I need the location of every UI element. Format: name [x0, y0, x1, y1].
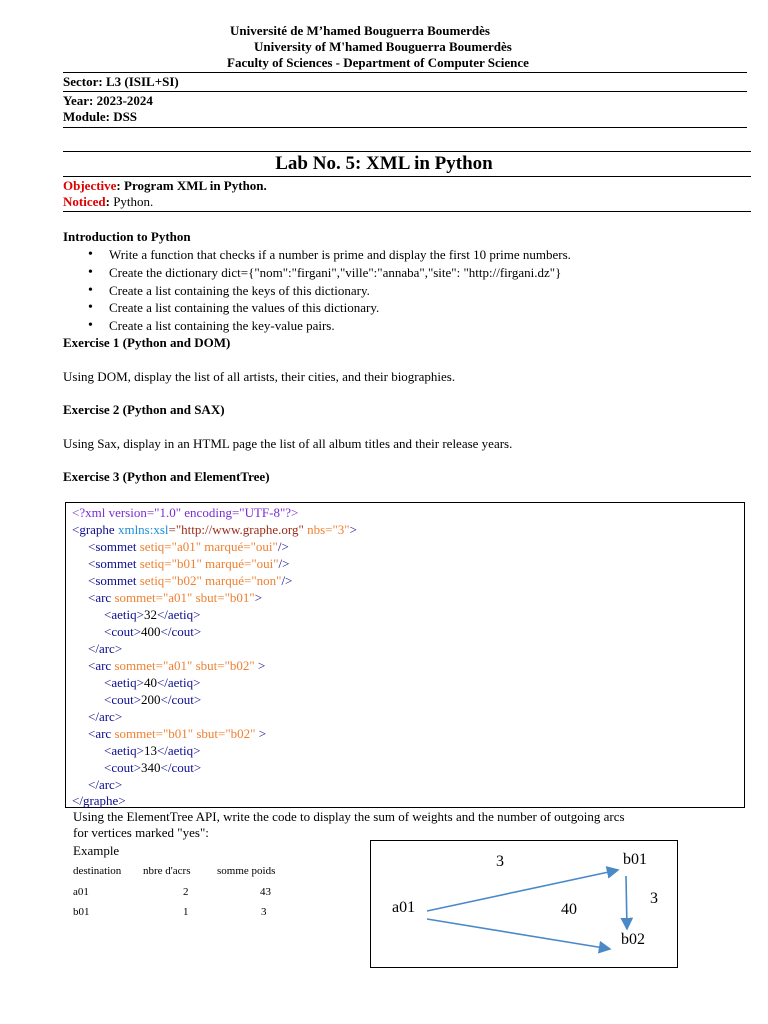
xml-sommet-b01: <sommet setiq="b01" marqué="oui"/>	[88, 556, 290, 571]
xml-arc-1-open: <arc sommet="a01" sbut="b01">	[88, 590, 263, 605]
graph-node-a01: a01	[392, 899, 416, 916]
module-underline	[63, 127, 747, 128]
table-header-nbre-arcs: nbre d'acrs	[143, 865, 191, 877]
intro-heading: Introduction to Python	[63, 229, 191, 244]
xml-graphe-close: </graphe>	[72, 793, 126, 808]
intro-task-list	[88, 246, 571, 335]
exercise-2-heading: Exercise 2 (Python and SAX)	[63, 402, 225, 417]
university-name-en: University of M'hamed Bouguerra Boumerdès	[254, 39, 512, 54]
graph-edge-label: 40	[561, 901, 577, 918]
edge-b01-b02	[626, 876, 627, 929]
graph-node-b01: b01	[623, 851, 647, 868]
xml-arc-3-aetiq: <aetiq>13</aetiq>	[104, 743, 201, 758]
list-item: • Write a function that checks if a number is prime and display the first 10 prime numbers.	[88, 246, 571, 264]
task-text-line-2: for vertices marked "yes":	[73, 825, 209, 840]
university-name-fr: Université de M’hamed Bouguerra Boumerdès	[230, 23, 490, 38]
table-cell-arcs: 2	[183, 886, 189, 898]
edge-a01-b02	[427, 919, 610, 949]
list-item: • Create a list containing the keys of this dictionary.	[88, 282, 571, 300]
xml-arc-1-cout: <cout>400</cout>	[104, 624, 202, 639]
list-item: • Create a list containing the key-value pairs.	[88, 317, 571, 335]
graph-edge-label: 3	[496, 853, 504, 870]
sector-label: Sector: L3 (ISIL+SI)	[63, 74, 179, 89]
xml-arc-2-cout: <cout>200</cout>	[104, 692, 202, 707]
xml-arc-3-open: <arc sommet="b01" sbut="b02" >	[88, 726, 267, 741]
table-cell-arcs: 1	[183, 906, 189, 918]
objective-text: Program XML in Python.	[124, 178, 267, 193]
xml-sommet-a01: <sommet setiq="a01" marqué="oui"/>	[88, 539, 289, 554]
graph-node-b02: b02	[621, 931, 645, 948]
table-cell-dest: b01	[73, 906, 90, 918]
list-item: • Create the dictionary dict={"nom":"firgani","ville":"annaba","site": "http://firgani.dz"}	[88, 264, 571, 282]
noticed-sep: :	[105, 194, 114, 209]
module-label: Module: DSS	[63, 109, 138, 124]
table-cell-weights: 43	[260, 886, 271, 898]
title-topline	[63, 151, 751, 152]
table-cell-dest: a01	[73, 886, 89, 898]
xml-sommet-b02: <sommet setiq="b02" marqué="non"/>	[88, 573, 293, 588]
table-header-somme-poids: somme poids	[217, 865, 276, 877]
objective-label: Objective	[63, 178, 117, 193]
task-text-line-1: Using the ElementTree API, write the code to display the sum of weights and the number of outgoing arcs	[73, 809, 625, 824]
objective-bottomline	[63, 211, 751, 212]
xml-arc-3-close: </arc>	[88, 777, 123, 792]
sector-underline	[63, 91, 747, 92]
list-item: • Create a list containing the values of this dictionary.	[88, 299, 571, 317]
edge-a01-b01	[427, 870, 618, 911]
xml-declaration: <?xml version="1.0" encoding="UTF-8"?>	[72, 505, 299, 520]
xml-arc-1-close: </arc>	[88, 641, 123, 656]
graph-edge-label: 3	[650, 890, 658, 907]
header-divider	[63, 72, 747, 73]
faculty-name: Faculty of Sciences - Department of Computer Science	[227, 55, 529, 70]
graph-diagram	[370, 840, 678, 968]
exercise-3-heading: Exercise 3 (Python and ElementTree)	[63, 469, 270, 484]
exercise-1-text: Using DOM, display the list of all artists, their cities, and their biographies.	[63, 369, 456, 384]
xml-arc-2-aetiq: <aetiq>40</aetiq>	[104, 675, 201, 690]
table-header-destination: destination	[73, 865, 122, 877]
objective-sep: :	[116, 178, 125, 193]
xml-code-box	[65, 502, 745, 808]
noticed-line	[63, 194, 153, 210]
xml-arc-1-aetiq: <aetiq>32</aetiq>	[104, 607, 201, 622]
title-bottomline	[63, 176, 751, 177]
example-label: Example	[73, 843, 120, 858]
exercise-1-heading: Exercise 1 (Python and DOM)	[63, 335, 231, 350]
xml-arc-2-open: <arc sommet="a01" sbut="b02" >	[88, 658, 266, 673]
year-label: Year: 2023-2024	[63, 93, 153, 108]
page-title: Lab No. 5: XML in Python	[275, 153, 493, 174]
xml-arc-3-cout: <cout>340</cout>	[104, 760, 202, 775]
exercise-2-text: Using Sax, display in an HTML page the list of all album titles and their release years.	[63, 436, 513, 451]
xml-graphe-open: <graphe xmlns:xsl="http://www.graphe.org" nbs="3">	[72, 522, 357, 537]
objective-line	[63, 178, 267, 194]
noticed-label: Noticed	[63, 194, 106, 209]
table-cell-weights: 3	[261, 906, 267, 918]
xml-arc-2-close: </arc>	[88, 709, 123, 724]
noticed-text: Python.	[113, 194, 154, 209]
